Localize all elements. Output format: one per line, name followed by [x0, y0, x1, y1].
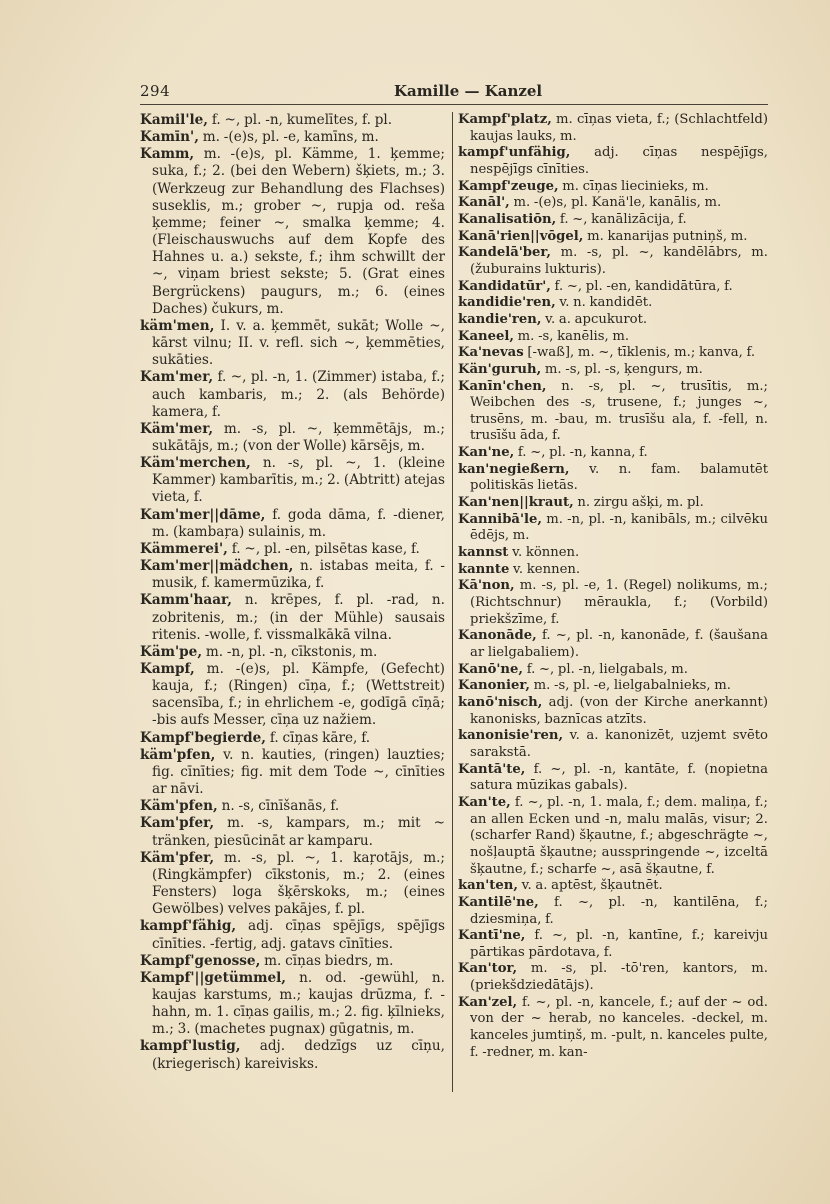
dictionary-entry	[140, 369, 445, 420]
entry-definition: m. -n, pl. -n, kanibāls, m.; cilvēku ēdējs, m.	[470, 511, 768, 544]
dictionary-entry	[458, 145, 768, 178]
entry-headword: Kampf'||getümmel,	[140, 969, 287, 986]
entry-definition: m. -s, pl. -e, lielgabalnieks, m.	[529, 678, 731, 694]
entry-headword: käm'pfen,	[140, 746, 216, 763]
dictionary-entry	[140, 129, 445, 146]
dictionary-entry	[140, 1038, 445, 1072]
entry-headword: Kam'pfer,	[140, 815, 215, 832]
dictionary-entry	[140, 558, 445, 592]
dictionary-entry	[140, 798, 445, 815]
entry-headword: kandie'ren,	[458, 311, 542, 327]
entry-definition: f. ~, pl. -en, kandidātūra, f.	[550, 278, 733, 294]
entry-headword: Kanīn'chen,	[458, 378, 547, 394]
dictionary-entry	[140, 970, 445, 1039]
dictionary-entry	[458, 362, 768, 379]
entry-definition: m. cīņas liecinieks, m.	[558, 178, 709, 194]
entry-definition: v. können.	[508, 545, 580, 561]
entry-headword: kandidie'ren,	[458, 295, 556, 311]
entry-definition: f. ~, pl. -n, kantīne, f.; kareivju pārtikas pārdotava, f.	[470, 928, 768, 960]
entry-headword: Kamm,	[140, 146, 195, 163]
entry-definition: m. -s, pl. -e, 1. (Regel) nolikums, m.; (Richtschnur) mēraukla, f.; (Vorbild) priekšzīme, f.	[470, 578, 768, 627]
entry-headword: Kanā'rien||vōgel,	[458, 228, 584, 244]
column-divider	[452, 112, 453, 1092]
entry-headword: kampf'fähig,	[140, 918, 237, 935]
entry-definition: v. a. kanonizēt, uzjemt svēto sarakstā.	[470, 728, 768, 760]
entry-definition: m. -(e)s, pl. Kämpfe, (Gefecht) kauja, f.; (Ringen) cīņa, f.; (Wettstreit) sacensība, f.; in ehrlichem -e, godīgā cīņā; -bis aufs Messer, cīņa uz nažiem.	[152, 661, 445, 729]
entry-headword: Kam'mer||mädchen,	[140, 558, 294, 575]
entry-headword: kampf'unfähig,	[458, 145, 571, 161]
dictionary-entry	[140, 747, 445, 798]
entry-definition: f. goda dāma, f. -diener, m. (kambaŗa) sulainis, m.	[152, 506, 445, 540]
entry-definition: n. -s, pl. ~, trusītis, m.; Weibchen des -s, trusene, f.; junges ~, trusēns, m. -bau, m. trusīšu ala, f. -fell, n. trusīšu āda, f.	[470, 378, 768, 444]
entry-definition: f. ~, pl. -n, kumelītes, f. pl.	[208, 112, 393, 128]
dictionary-entry	[458, 562, 768, 579]
entry-headword: Kämmerei',	[140, 540, 228, 557]
entry-definition: f. ~, pl. -n, lielgabals, m.	[523, 661, 688, 677]
entry-headword: Kanō'ne,	[458, 661, 523, 677]
entry-headword: Käm'pfen,	[140, 798, 218, 815]
page-number: 294	[140, 82, 171, 100]
dictionary-entry	[458, 695, 768, 728]
entry-headword: Kā'non,	[458, 578, 515, 594]
dictionary-entry	[458, 312, 768, 329]
entry-definition: f. ~, pl. -n, kanonāde, f. (šaušana ar lielgabaliem).	[470, 628, 768, 660]
dictionary-entry	[458, 728, 768, 761]
dictionary-entry	[458, 379, 768, 446]
dictionary-entry	[458, 578, 768, 628]
right-column	[458, 112, 768, 1061]
entry-headword: kannst	[458, 545, 509, 561]
entry-definition: n. istabas meita, f. -musik, f. kamermūzika, f.	[152, 558, 445, 592]
dictionary-entry	[140, 661, 445, 730]
entry-headword: Kantā'te,	[458, 761, 526, 777]
entry-headword: kannte	[458, 561, 510, 577]
entry-definition: v. a. aptēst, šķautnēt.	[517, 878, 663, 894]
entry-definition: m. -(e)s, pl. -e, kamīns, m.	[198, 129, 379, 146]
entry-definition: n. -s, pl. ~, 1. (kleine Kammer) kambarītis, m.; 2. (Abtritt) atejas vieta, f.	[152, 455, 446, 506]
dictionary-entry	[458, 545, 768, 562]
entry-definition: m. cīņas vieta, f.; (Schlachtfeld) kaujas lauks, m.	[470, 112, 768, 144]
entry-headword: Kanāl',	[458, 195, 510, 211]
entry-definition: f. ~, pl. -n, kancele, f.; auf der ~ od. von der ~ herab, no kanceles. -deckel, m. kanceles jumtiņš, m. -pult, n. kanceles pulte, f. -redner, m. kan-	[470, 994, 768, 1060]
entry-definition: n. od. -gewühl, n. kaujas karstums, m.; kaujas drūzma, f. -hahn, m. 1. cīņas gailis, m.; 2. fig. ķīlnieks, m.; 3. (machetes pugnax) gūgatnis, m.	[152, 969, 445, 1038]
dictionary-entry	[458, 895, 768, 928]
dictionary-entry	[140, 421, 445, 455]
entry-headword: Kantilē'ne,	[458, 894, 539, 910]
entry-headword: kanō'nisch,	[458, 694, 543, 710]
dictionary-entry	[458, 345, 768, 362]
entry-headword: Ka'nevas	[458, 345, 524, 361]
entry-headword: kan'ten,	[458, 878, 518, 894]
dictionary-entry	[458, 512, 768, 545]
entry-definition: [-waß], m. ~, tīklenis, m.; kanva, f.	[523, 345, 756, 361]
entry-headword: Kampf,	[140, 661, 195, 677]
entry-headword: kampf'lustig,	[140, 1038, 241, 1055]
entry-definition: m. -s, pl. ~, ķemmētājs, m.; sukātājs, m.; (von der Wolle) kārsējs, m.	[152, 420, 445, 454]
entry-definition: v. n. fam. balamutēt politiskās lietās.	[470, 461, 768, 494]
dictionary-entry	[458, 445, 768, 462]
entry-definition: I. v. a. ķemmēt, sukāt; Wolle ~, kārst vilnu; II. v. refl. sich ~, ķemmēties, sukāties.	[152, 317, 445, 369]
entry-headword: Kän'guruh,	[458, 361, 542, 377]
entry-definition: v. n. kauties, (ringen) lauzties; fig. cīnīties; fig. mit dem Tode ~, cīnīties ar nāvi.	[152, 746, 445, 798]
entry-headword: Kampf'begierde,	[140, 729, 267, 746]
dictionary-entry	[140, 318, 445, 369]
dictionary-entry	[140, 146, 445, 318]
page-header	[140, 82, 768, 102]
entry-headword: Kanalisatiōn,	[458, 211, 557, 227]
left-column	[140, 112, 445, 1073]
entry-headword: Kantī'ne,	[458, 928, 526, 944]
entry-definition: m. -n, pl. -n, cīkstonis, m.	[202, 643, 378, 660]
entry-definition: v. n. kandidēt.	[555, 295, 653, 311]
entry-definition: adj. dedzīgs uz cīņu, (kriegerisch) kareivisks.	[152, 1038, 445, 1072]
dictionary-entry	[140, 730, 445, 747]
dictionary-entry	[140, 455, 445, 506]
entry-headword: Kam'mer||dāme,	[140, 506, 266, 523]
entry-definition: m. -(e)s, pl. Kanä'le, kanālis, m.	[509, 195, 722, 211]
entry-definition: adj. cīņas nespējīgs, nespējīgs cīnīties.	[470, 145, 768, 177]
dictionary-entry	[140, 507, 445, 541]
dictionary-entry	[458, 628, 768, 661]
entry-definition: n. -s, cīnīšanās, f.	[217, 798, 340, 815]
dictionary-entry	[140, 541, 445, 558]
entry-headword: Kanonāde,	[458, 628, 537, 644]
entry-headword: Kamīn',	[140, 129, 199, 146]
entry-headword: Kandelā'ber,	[458, 245, 551, 261]
entry-headword: kan'negießern,	[458, 461, 570, 477]
entry-headword: Käm'pe,	[140, 643, 203, 660]
entry-definition: f. ~, pl. -n, kanna, f.	[514, 445, 648, 461]
dictionary-entry	[458, 112, 768, 145]
entry-definition: m. -s, kanēlis, m.	[513, 328, 630, 344]
entry-headword: Kan'tor,	[458, 961, 518, 977]
entry-headword: Käm'mer,	[140, 420, 214, 437]
dictionary-entry	[458, 961, 768, 994]
entry-headword: Käm'merchen,	[140, 455, 251, 472]
dictionary-entry	[458, 229, 768, 246]
dictionary-entry	[458, 662, 768, 679]
dictionary-entry	[140, 953, 445, 970]
entry-definition: m. kanarijas putniņš, m.	[583, 228, 748, 244]
entry-headword: Kampf'genosse,	[140, 952, 261, 969]
dictionary-entry	[458, 295, 768, 312]
dictionary-entry	[458, 928, 768, 961]
dictionary-entry	[458, 795, 768, 878]
entry-definition: f. ~, pl. -n, 1. (Zimmer) istaba, f.; auch kambaris, m.; 2. (als Behörde) kamera, f.	[152, 369, 445, 420]
dictionary-entry	[140, 815, 445, 849]
entry-headword: Kan'nen||kraut,	[458, 495, 574, 511]
entry-headword: käm'men,	[140, 317, 215, 334]
entry-headword: Kanonier,	[458, 678, 530, 694]
entry-headword: Kam'mer,	[140, 369, 214, 386]
dictionary-entry	[458, 462, 768, 495]
dictionary-entry	[458, 878, 768, 895]
entry-definition: n. krēpes, f. pl. -rad, n. zobritenis, m.; (in der Mühle) sausais ritenis. -wolle, f. vissmalkākā vilna.	[152, 592, 445, 643]
header-rule	[140, 104, 768, 105]
entry-definition: f. ~, kanālizācija, f.	[556, 211, 687, 227]
dictionary-entry	[140, 918, 445, 952]
entry-headword: kanonisie'ren,	[458, 728, 564, 744]
entry-definition: m. -s, pl. -tō'ren, kantors, m. (priekšdziedātājs).	[470, 961, 768, 994]
dictionary-entry	[140, 592, 445, 643]
dictionary-entry	[458, 212, 768, 229]
entry-headword: Kampf'zeuge,	[458, 178, 559, 194]
entry-definition: f. cīņas kāre, f.	[266, 729, 371, 746]
dictionary-entry	[458, 762, 768, 795]
entry-definition: m. -s, pl. ~, kandēlābrs, m. (žuburains lukturis).	[470, 245, 768, 277]
entry-definition: m. -s, pl. -s, ķengurs, m.	[541, 361, 703, 377]
running-head: Kamille — Kanzel	[394, 82, 543, 100]
entry-headword: Kan'zel,	[458, 994, 518, 1010]
entry-headword: Kannibā'le,	[458, 511, 542, 527]
dictionary-entry	[140, 644, 445, 661]
entry-headword: Kamm'haar,	[140, 592, 232, 609]
entry-definition: f. ~, pl. -n, kantāte, f. (nopietna satura mūzikas gabals).	[470, 761, 768, 794]
dictionary-entry	[458, 495, 768, 512]
dictionary-entry	[458, 329, 768, 346]
entry-definition: v. a. apcukurot.	[541, 311, 648, 327]
entry-definition: m. -(e)s, pl. Kämme, 1. ķemme; suka, f.; 2. (bei den Webern) šķiets, m.; 3. (Werkzeug zur Behandlung des Flachses) suseklis, m.; grober ~, rupja od. reša ķemme; feiner ~, smalka ķemme; 4. (Fleischauswuchs auf dem Kopfe des Hahnes u. a.) sekste, f.; ihm schwillt der ~, viņam briest sekste; 5. (Grat eines Bergrückens) pauguгs, m.; 6. (eines Daches) čukurs, m.	[152, 146, 445, 317]
entry-definition: adj. cīņas spējīgs, spējīgs cīnīties. -fertig, adj. gatavs cīnīties.	[152, 918, 445, 952]
entry-definition: n. zirgu ašķi, m. pl.	[573, 495, 704, 511]
dictionary-entry	[458, 179, 768, 196]
dictionary-entry	[458, 279, 768, 296]
entry-definition: m. cīņas biedrs, m.	[260, 952, 394, 969]
entry-definition: adj. (von der Kirche anerkannt) kanonisks, baznīcas atzīts.	[470, 694, 768, 727]
entry-headword: Kan'te,	[458, 794, 511, 810]
dictionary-entry	[458, 678, 768, 695]
entry-definition: v. kennen.	[509, 561, 581, 577]
entry-definition: f. ~, pl. -n, 1. mala, f.; dem. maliņa, f.; an allen Ecken und -n, malu malās, visur; 2. (scharfer Rand) šķautne, f.; abgeschrägte ~, nošļauptā šķautne; ausspringende ~, izceltā šķautne, f.; scharfe ~, asā šķautne, f.	[470, 794, 768, 877]
entry-headword: Kan'ne,	[458, 445, 515, 461]
entry-headword: Kandidatūr',	[458, 278, 551, 294]
entry-definition: f. ~, pl. -n, kantilēna, f.; dziesmiņa, f.	[470, 894, 768, 927]
dictionary-entry	[140, 112, 445, 129]
dictionary-entry	[458, 995, 768, 1062]
dictionary-entry	[458, 195, 768, 212]
entry-headword: Käm'pfer,	[140, 849, 215, 866]
entry-headword: Kaneel,	[458, 328, 514, 344]
entry-definition: f. ~, pl. -en, pilsētas kase, f.	[227, 540, 420, 557]
entry-definition: m. -s, pl. ~, 1. kaŗotājs, m.; (Ringkämpfer) cīkstonis, m.; 2. (eines Fensters) loga šķērskoks, m.; (eines Gewölbes) velves pakājes, f. pl.	[152, 849, 445, 918]
dictionary-entry	[140, 850, 445, 919]
entry-definition: m. -s, kampars, m.; mit ~ tränken, piesūcināt ar kamparu.	[152, 815, 445, 849]
dictionary-entry	[458, 245, 768, 278]
entry-headword: Kamil'le,	[140, 112, 209, 128]
entry-headword: Kampf'platz,	[458, 112, 552, 127]
